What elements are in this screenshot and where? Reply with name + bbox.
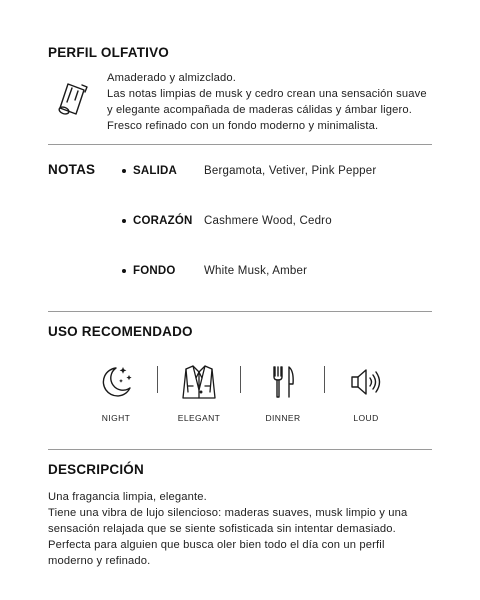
usage-label: NIGHT [101,413,131,423]
description-line: sensación relajada que se siente sofisticada sin intentar demasiado. [48,523,396,535]
profile-line: Fresco refinado con un fondo moderno y minimalista. [107,120,379,132]
divider [48,449,432,450]
usage-label: ELEGANT [177,413,221,423]
note-row-corazon [122,212,332,230]
divider [48,144,432,145]
usage-heading: USO RECOMENDADO [48,324,193,339]
profile-line: y elegante acompañada de maderas cálidas y ámbar ligero. [107,104,413,116]
separator [324,366,325,393]
moon-stars-icon [96,362,136,402]
description-heading: DESCRIPCIÓN [48,462,144,477]
description-line: Una fragancia limpia, elegante. [48,491,207,503]
bullet [122,219,126,223]
bullet [122,169,126,173]
note-name: CORAZÓN [133,215,193,227]
divider [48,311,432,312]
usage-item-night [76,362,156,402]
notes-heading: NOTAS [48,162,96,177]
usage-label: LOUD [353,413,379,423]
fork-knife-icon [263,362,303,402]
profile-heading: PERFIL OLFATIVO [48,45,170,60]
usage-item-dinner [243,362,323,402]
wood-log-icon [54,80,92,118]
usage-item-elegant [159,362,239,402]
blazer-icon [179,362,219,402]
note-row-salida [122,162,376,180]
speaker-icon [346,362,386,402]
separator [240,366,241,393]
usage-item-loud [326,362,406,402]
description-line: Tiene una vibra de lujo silencioso: maderas suaves, musk limpio y una [48,507,408,519]
note-value: Bergamota, Vetiver, Pink Pepper [204,165,377,177]
description-line: Perfecta para alguien que busca oler bien todo el día con un perfil [48,539,385,551]
description-line: moderno y refinado. [48,555,151,567]
bullet [122,269,126,273]
profile-line: Amaderado y almizclado. [107,72,237,84]
separator [157,366,158,393]
note-row-fondo [122,262,307,280]
description-text [48,489,432,569]
profile-line: Las notas limpias de musk y cedro crean una sensación suave [107,88,427,100]
note-name: SALIDA [133,165,178,177]
note-value: Cashmere Wood, Cedro [204,215,332,227]
note-value: White Musk, Amber [204,265,308,277]
note-name: FONDO [133,265,176,277]
profile-text [107,70,447,134]
usage-label: DINNER [265,413,301,423]
